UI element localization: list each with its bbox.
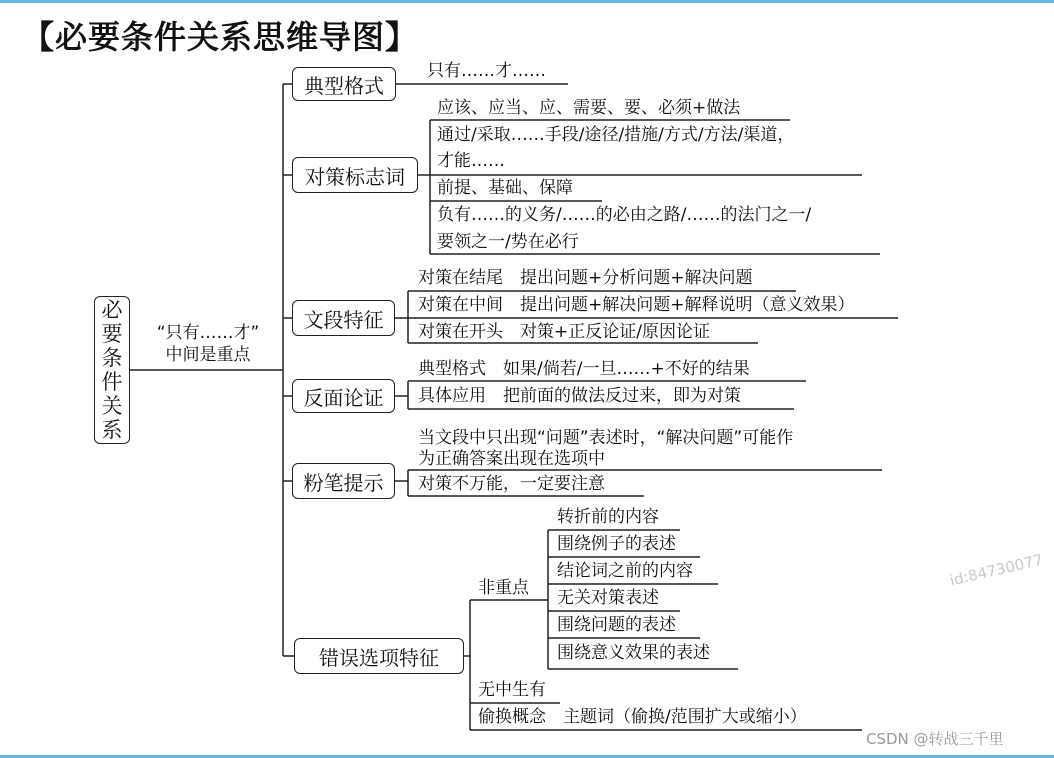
root-note-line: 中间是重点: [165, 345, 251, 365]
root-char: 系: [101, 418, 123, 442]
strategy-item: 要领之一/势在必行: [437, 232, 579, 252]
root-char: 要: [101, 322, 123, 346]
strategy-item: 通过/采取……手段/途径/措施/方式/方法/渠道，: [437, 125, 795, 145]
watermark: id:84730077: [948, 550, 1045, 590]
branch-counter-argument: 反面论证: [292, 379, 395, 413]
non-key-item: 围绕问题的表述: [557, 615, 676, 635]
branch-paragraph-features: 文段特征: [292, 300, 395, 336]
chalk-item: 当文段中只出现“问题”表述时，“解决问题”可能作: [418, 428, 794, 448]
paragraph-item: 对策在结尾 提出问题+分析问题+解决问题: [418, 268, 753, 288]
branch-chalk-tips: 粉笔提示: [292, 463, 395, 499]
counter-item: 具体应用 把前面的做法反过来，即为对策: [418, 386, 741, 406]
non-key-item: 转折前的内容: [557, 507, 659, 527]
root-note: [138, 322, 278, 366]
non-key-item: 围绕意义效果的表述: [557, 643, 710, 663]
branch-typical-format: 典型格式: [292, 67, 396, 101]
non-key-item: 无关对策表述: [557, 588, 659, 608]
fabricate-item: 无中生有: [478, 680, 546, 700]
root-char: 关: [101, 394, 123, 418]
strategy-item: 应该、应当、应、需要、要、必须+做法: [437, 98, 741, 118]
branch-wrong-options: 错误选项特征: [294, 638, 464, 674]
non-key-item: 围绕例子的表述: [557, 534, 676, 554]
swap-concept-item: 偷换概念 主题词（偷换/范围扩大或缩小）: [478, 707, 807, 727]
counter-item: 典型格式 如果/倘若/一旦……+不好的结果: [418, 359, 750, 379]
root-char: 必: [101, 298, 123, 322]
root-node: [94, 296, 130, 444]
non-key-item: 结论词之前的内容: [557, 561, 693, 581]
typical-format-item: 只有……才……: [427, 61, 546, 81]
page-title: 【必要条件关系思维导图】: [22, 18, 419, 56]
root-char: 件: [101, 370, 123, 394]
strategy-item: 负有……的义务/……的必由之路/……的法门之一/: [437, 205, 812, 225]
strategy-item: 前提、基础、保障: [437, 178, 573, 198]
strategy-item: 才能……: [437, 151, 505, 171]
paragraph-item: 对策在开头 对策+正反论证/原因论证: [418, 322, 710, 342]
chalk-item: 对策不万能，一定要注意: [418, 474, 605, 494]
root-note-line: “只有……才”: [156, 323, 260, 343]
non-key-label: 非重点: [478, 578, 529, 598]
csdn-credit: CSDN @转战三千里: [866, 730, 1004, 748]
branch-strategy-markers: 对策标志词: [292, 157, 418, 193]
root-char: 条: [101, 346, 123, 370]
chalk-item: 为正确答案出现在选项中: [418, 449, 605, 469]
paragraph-item: 对策在中间 提出问题+解决问题+解释说明（意义效果）: [418, 295, 855, 315]
